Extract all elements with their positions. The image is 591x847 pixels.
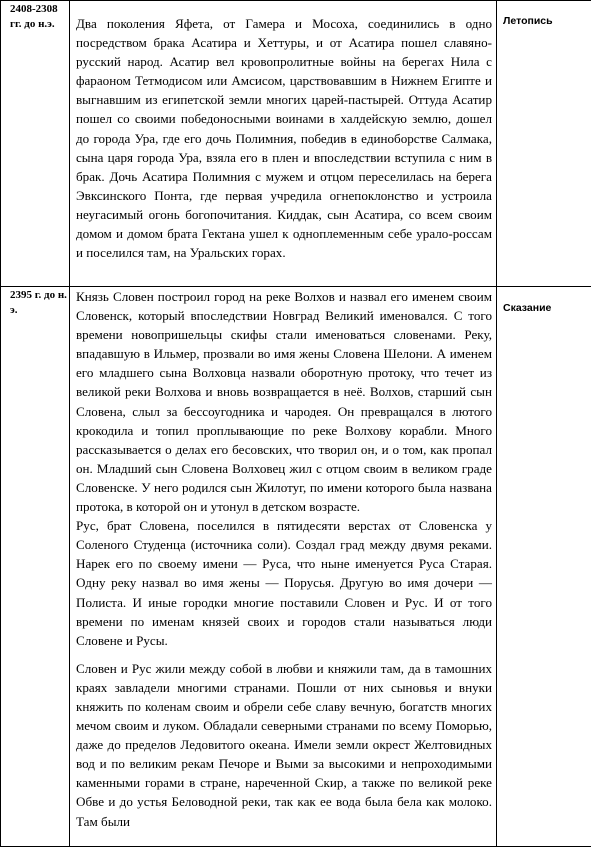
- paragraph: Рус, брат Словена, поселился в пятидесяти верстах от Словенска у Соленого Студенца (источника соли). Создал град между двумя реками. Нарек его по своему имени — Руса, что ныне именуется Руса Старая. Одну реку назвал во имя жены — Порусья. Другую во имя дочери — Полиста. И иные городки многие поставили Словен и Рус. И от того времени по именам князей своих и городов стали называться люди Словене и Русы.: [76, 518, 492, 648]
- paragraph: Князь Словен построил город на реке Волхов и назвал его именем своим Словенск, который впоследствии Новград Великий именовался. С того времени новопришельцы скифы стали именоваться словенами. Реку, впадавшую в Ильмер, прозвали во имя жены Словена Шелони. А именем его младшего сына Волховца назвали оборотную протоку, что течет из великой реки Волхова и вновь возвращается в неё. Волхов, старший сын Словена, слыл за бессоугодника и чародея. Он превращался в лютого крокодила и топил проплывающие по реке Волхову корабли. Много рассказывается о делах его бесовских, что творил он, и о том, как пропал он. Младший сын Словена Волховец жил с отцом своим в великом граде Словенске. У него родился сын Жилотуг, по имени которого была названа протока, в которой он и утонул в детском возрасте.: [76, 289, 492, 515]
- source-cell: [497, 1, 591, 287]
- paragraph: Словен и Рус жили между собой в любви и княжили там, да в тамошних краях завладели многими странами. Пошли от них сыновья и внуки княжить по коленам своим и обрели себе славу вечную, богатств многих мечом своим и луком. Обладали северными странами по всему Поморью, даже до пределов Ледовитого океана. Имели земли окрест Желтовидных вод и по великим рекам Печоре и Выми за высокими и непроходимыми каменными горами в стране, нареченной Скир, а также по великой реке Обве и до устья Беловодной реки, так как ее вода была бела как молоко. Там были: [76, 660, 492, 829]
- table-row: [1, 287, 591, 847]
- paragraph: Два поколения Яфета, от Гамера и Мосоха, соединились в одно посредством брака Асатира и Хеттуры, и от Асатира пошел славяно-русский народ. Асатир вел кровопролитные войны на берегах Нила с фараоном Тетмодисом или Амсисом, царствовавшим в Нижнем Египте и выгнавшим из египетской земли многих царей-пастырей. Оттуда Асатир пошел со своими победоносными воинами в халдейскую землю, дошел до города Ура, где его дочь Полимния, победив в единоборстве Салмака, сына царя города Ура, взяла его в плен и впоследствии вступила с ним в брак. Дочь Асатира Полимния с мужем и отцом переселилась на берега Эвксинского Понта, где первая учредила огнепоклонство и устроила неугасимый огонь богопочитания. Киддак, сын Асатира, со всем своим домом и домом брата Гектана ушел к одноплеменным себе урало-россам и поселился там, на Уральских горах.: [76, 16, 492, 261]
- date-cell: [1, 287, 70, 847]
- date-label: 2408-2308 гг. до н.э.: [10, 3, 58, 30]
- date-cell: [1, 1, 70, 287]
- entry-text: [70, 287, 496, 831]
- source-label: Сказание: [503, 302, 552, 314]
- text-cell: [70, 287, 497, 847]
- text-cell: [70, 1, 497, 287]
- entry-text: [70, 1, 496, 262]
- source-label: Летопись: [503, 15, 553, 27]
- table-row: [1, 1, 591, 287]
- date-label: 2395 г. до н. э.: [10, 289, 67, 316]
- source-cell: [497, 287, 591, 847]
